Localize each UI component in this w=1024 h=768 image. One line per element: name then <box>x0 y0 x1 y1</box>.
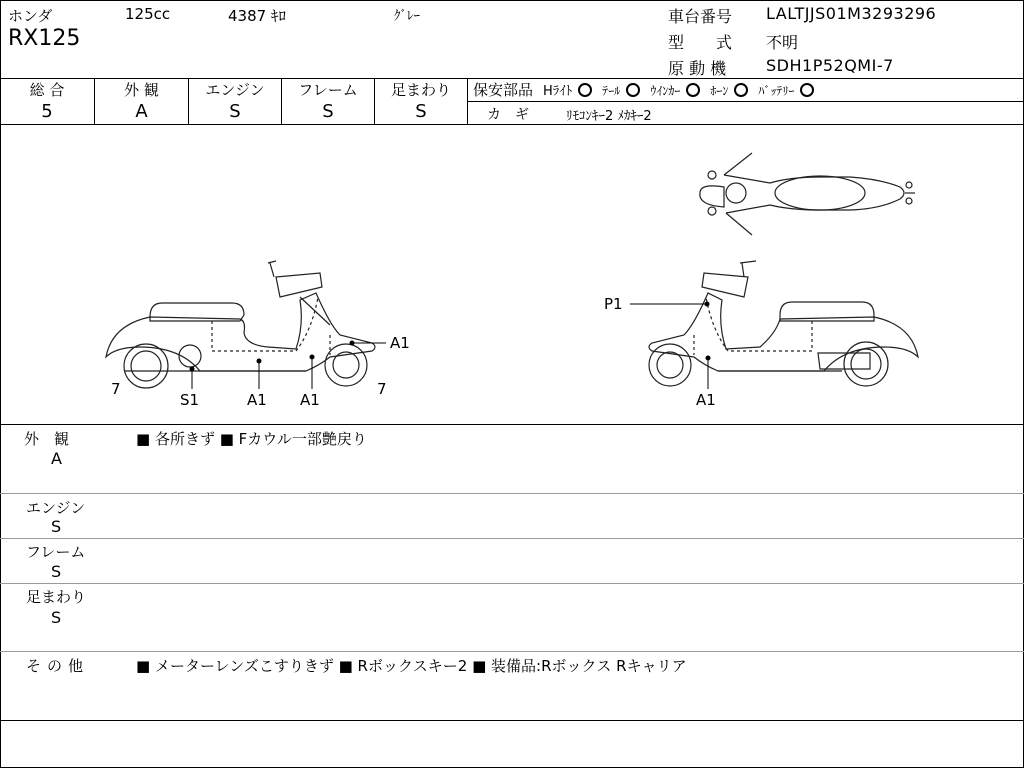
grade-value-engine: S <box>229 101 241 122</box>
section-label-suspension: 足まわり <box>26 588 87 606</box>
grade-label-exterior: 外 観 <box>124 81 159 99</box>
section-notes-other: ■ メーターレンズこすりきず ■ Rボックスキー2 ■ 装備品:Rボックス Rキャリア <box>136 657 687 675</box>
engine-no: SDH1P52QMI-7 <box>766 56 894 75</box>
safety-item-horn: ﾎｰﾝ <box>710 84 729 98</box>
divider <box>0 651 1024 652</box>
grade-label-frame: フレーム <box>298 81 358 99</box>
section-label-other: その他 <box>26 657 90 675</box>
engine-label: 原 動 機 <box>668 59 727 78</box>
callout-label: A1 <box>300 391 320 409</box>
divider <box>467 78 468 124</box>
callout-label: 7 <box>377 380 387 398</box>
type-value: 不明 <box>766 33 799 52</box>
color: ｸﾞﾚｰ <box>394 9 420 24</box>
safety-parts <box>473 80 814 102</box>
model-name: RX125 <box>8 26 81 51</box>
callout-label: A1 <box>247 391 267 409</box>
divider <box>0 493 1024 494</box>
grade-value-exterior: A <box>135 101 148 122</box>
section-notes-exterior: ■ 各所きず ■ Fカウル一部艶戻り <box>136 430 367 448</box>
key-label: カ ギ <box>487 107 529 123</box>
section-label-frame: フレーム <box>26 543 86 561</box>
callout-label: 7 <box>111 380 121 398</box>
ok-circle-icon <box>734 83 748 97</box>
maker: ホンダ <box>8 7 53 25</box>
section-label-exterior: 外 観 <box>24 430 70 448</box>
ok-circle-icon <box>626 83 640 97</box>
divider <box>0 538 1024 539</box>
ok-circle-icon <box>686 83 700 97</box>
divider <box>0 583 1024 584</box>
section-grade-engine: S <box>51 517 62 536</box>
scooter-left-view <box>106 261 375 388</box>
type-label: 型 式 <box>668 33 733 52</box>
section-grade-suspension: S <box>51 608 62 627</box>
divider <box>0 424 1024 425</box>
callout-label: A1 <box>696 391 716 409</box>
section-label-engine: エンジン <box>26 499 86 517</box>
frame-no-label: 車台番号 <box>668 7 733 26</box>
grade-label-overall: 総 合 <box>29 81 65 99</box>
safety-item-battery: ﾊﾞｯﾃﾘｰ <box>758 84 795 98</box>
safety-item-winker: ｳｲﾝｶｰ <box>650 84 681 98</box>
callout-label: A1 <box>390 334 410 352</box>
safety-item-headlight: Hﾗｲﾄ <box>543 84 573 99</box>
key-value: ﾘﾓｺﾝｷｰ2 ﾒｶｷｰ2 <box>566 109 652 124</box>
divider <box>0 720 1024 721</box>
safety-item-taillight: ﾃｰﾙ <box>602 84 621 98</box>
grade-value-frame: S <box>322 101 334 122</box>
scooter-top-view <box>700 153 915 235</box>
grade-value-suspension: S <box>415 101 427 122</box>
ok-circle-icon <box>578 83 592 97</box>
ok-circle-icon <box>800 83 814 97</box>
displacement: 125cc <box>125 5 171 23</box>
mileage: 4387 ｷﾛ <box>228 7 286 25</box>
section-grade-frame: S <box>51 562 62 581</box>
scooter-right-view <box>649 261 918 386</box>
grade-label-suspension: 足まわり <box>390 81 451 99</box>
grade-label-engine: エンジン <box>205 81 265 99</box>
damage-diagram <box>0 125 1024 425</box>
divider <box>0 78 1024 79</box>
frame-no: LALTJJS01M3293296 <box>766 4 937 23</box>
callout-label: S1 <box>180 391 200 409</box>
grade-value-overall: 5 <box>41 101 53 122</box>
safety-label: 保安部品 <box>473 81 534 99</box>
section-grade-exterior: A <box>51 449 62 468</box>
callout-label: P1 <box>604 295 623 313</box>
